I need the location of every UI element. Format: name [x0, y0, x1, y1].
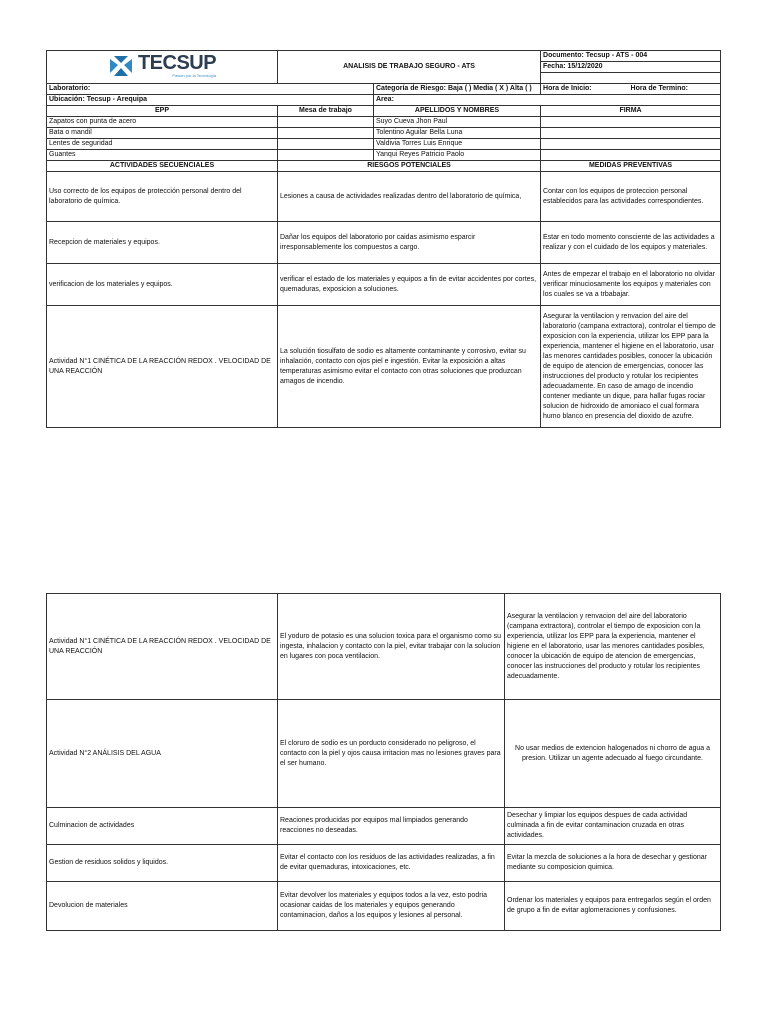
categoria-riesgo: Categoría de Riesgo: Baja ( ) Media ( X ) Alta ( )	[374, 84, 541, 95]
actividad-cell: Recepcion de materiales y equipos.	[47, 222, 278, 264]
ats-header-table	[46, 50, 721, 428]
logo	[47, 51, 278, 84]
ubicacion: Ubicación: Tecsup - Arequipa	[47, 95, 374, 106]
actividad-cell: verificacion de los materiales y equipos.	[47, 264, 278, 306]
riesgo-cell: Lesiones a causa de actividades realizadas dentro del laboratorio de química,	[278, 172, 541, 222]
mesa-cell	[278, 128, 374, 139]
logo-tagline: Pasión por la Tecnología	[172, 73, 217, 79]
firma-cell	[541, 150, 721, 161]
form-title: ANALISIS DE TRABAJO SEGURO - ATS	[278, 51, 541, 84]
medida-cell: Evitar la mezcla de soluciones a la hora de desechar y gestionar mediante su composicion quimica.	[505, 845, 721, 882]
riesgo-cell: El yoduro de potasio es una solucion toxica para el organismo como su ingesta, inhalacion y contacto con la piel, evitar trabajar con la solucion en lugares con poca ventilacion.	[278, 594, 505, 700]
medida-cell: Asegurar la ventilacion y renvacion del aire del laboratorio (campana extractora), controlar el tiempo de exposicion con la experiencia, utilizar los EPP para la experiencia, mantener el higiene en el laboratorio, usar las menores cantidades posibles, conocer la ubicación de equipo de atencion de emergencias, conocer las instrucciones del producto y rotular los recipientes adecuadamente. En caso de amago de incendio contener mediante un dique, para hallar fugas rociar solucion de hidroxido de amoniaco el cual formara humo blanco en presencia del dioxido de azufre.	[541, 306, 721, 428]
medida-cell: Desechar y limpiar los equipos despues de cada actividad culminada a fin de evitar contaminacion cruzada en otras actividades.	[505, 808, 721, 845]
riesgo-cell: El cloruro de sodio es un porducto considerado no peligroso, el contacto con la piel y ojos causa irritacion mas no lesiones graves para el ser humano.	[278, 700, 505, 808]
participant-name: Tolentino Aguilar Bella Luna	[374, 128, 541, 139]
medida-cell: No usar medios de extencion halogenados ni chorro de agua a presion. Utilizar un agente adecuado al fuego circundante.	[505, 700, 721, 808]
riesgo-cell: verificar el estado de los materiales y equipos a fin de evitar accidentes por cortes, quemaduras, exposicion a soluciones.	[278, 264, 541, 306]
area-label: Area:	[374, 95, 721, 106]
hora-termino-label: Hora de Termino:	[629, 84, 721, 95]
col-firma: FIRMA	[541, 106, 721, 117]
mesa-cell	[278, 150, 374, 161]
col-medidas: MEDIDAS PREVENTIVAS	[541, 161, 721, 172]
col-mesa: Mesa de trabajo	[278, 106, 374, 117]
epp-item: Lentes de seguridad	[47, 139, 278, 150]
medida-cell: Antes de empezar el trabajo en el laboratorio no olvidar verificar minuciosamente los equipos y materiales con los cuales se va a trbabajar.	[541, 264, 721, 306]
actividad-cell: Uso correcto de los equipos de protección personal dentro del laboratorio de química.	[47, 172, 278, 222]
riesgo-cell: Evitar devolver los materiales y equipos todos a la vez, esto podria ocasionar caidas de los materiales y equipos generando contaminacion, daños a los equipos y lesiones al personal.	[278, 882, 505, 931]
actividad-cell: Culminacion de actividades	[47, 808, 278, 845]
col-actividades: ACTIVIDADES SECUENCIALES	[47, 161, 278, 172]
riesgo-cell: La solución tiosulfato de sodio es altamente contaminante y corrosivo, evitar su inhalación, contacto con ojos piel e ingestión. Evitar la exposición a altas temperaturas asimismo evitar el contacto con otras soluciones que produzcan amagos de incendio.	[278, 306, 541, 428]
fecha: Fecha: 15/12/2020	[541, 62, 721, 73]
col-epp: EPP	[47, 106, 278, 117]
epp-item: Guantes	[47, 150, 278, 161]
firma-cell	[541, 139, 721, 150]
participant-name: Suyo Cueva Jhon Paul	[374, 117, 541, 128]
medida-cell: Contar con los equipos de proteccion personal establecidos para las actividades correspondientes.	[541, 172, 721, 222]
logo-text: TECSUP	[137, 52, 217, 75]
ats-form-page-1	[46, 50, 720, 428]
medida-cell: Asegurar la ventilacion y renvacion del aire del laboratorio (campana extractora), controlar el tiempo de exposicion con la experiencia, utilizar los EPP para la experiencia, mantener el higiene en el laboratorio, usar las menores cantidades posibles, conocer la ubicación de equipo de atencion de emergencias, conocer las instrucciones del producto y rotular los recipientes adecuadamente.	[505, 594, 721, 700]
firma-cell	[541, 128, 721, 139]
medida-cell: Ordenar los materiales y equipos para entregarlos según el orden de grupo a fin de evitar aglomeraciones y confusiones.	[505, 882, 721, 931]
medida-cell: Estar en todo momento consciente de las actividades a realizar y con el cuidado de los equipos y materiales.	[541, 222, 721, 264]
ats-activities-table	[46, 593, 721, 931]
epp-item: Bata o mandil	[47, 128, 278, 139]
riesgo-cell: Reaciones producidas por equipos mal limpiados generando reacciones no deseadas.	[278, 808, 505, 845]
firma-cell	[541, 117, 721, 128]
tecsup-logo-icon	[108, 55, 134, 77]
laboratorio-label: Laboratorio:	[47, 84, 374, 95]
mesa-cell	[278, 117, 374, 128]
ats-form-page-2	[46, 593, 720, 931]
participant-name: Valdivia Torres Luis Enrique	[374, 139, 541, 150]
riesgo-cell: Evitar el contacto con los residuos de las actividades realizadas, a fin de evitar quemaduras, intoxicaciones, etc.	[278, 845, 505, 882]
hora-inicio-label: Hora de Inicio:	[541, 84, 629, 95]
riesgo-cell: Dañar los equipos del laboratorio por caidas asimismo esparcir irresponsablemente los compuestos a cargo.	[278, 222, 541, 264]
col-riesgos: RIESGOS POTENCIALES	[278, 161, 541, 172]
actividad-cell: Gestion de residuos solidos y liquidos.	[47, 845, 278, 882]
mesa-cell	[278, 139, 374, 150]
participant-name: Yanqui Reyes Patricio Paolo	[374, 150, 541, 161]
documento: Documento: Tecsup - ATS - 004	[541, 51, 721, 62]
actividad-cell: Actividad N°1 CINÉTICA DE LA REACCIÓN REDOX . VELOCIDAD DE UNA REACCIÓN	[47, 306, 278, 428]
actividad-cell: Devolucion de materiales	[47, 882, 278, 931]
col-apellidos: APELLIDOS Y NOMBRES	[374, 106, 541, 117]
epp-item: Zapatos con punta de acero	[47, 117, 278, 128]
actividad-cell: Actividad N°2 ANÁLISIS DEL AGUA	[47, 700, 278, 808]
blank-cell	[541, 73, 721, 84]
actividad-cell: Actividad N°1 CINÉTICA DE LA REACCIÓN REDOX . VELOCIDAD DE UNA REACCIÓN	[47, 594, 278, 700]
